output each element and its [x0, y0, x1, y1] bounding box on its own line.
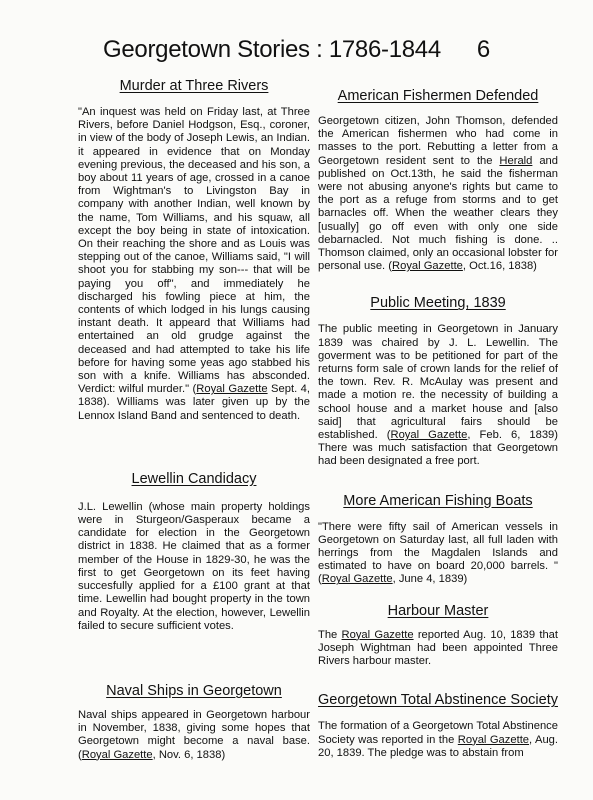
- body-text: , June 4, 1839): [392, 573, 468, 586]
- article-body: [78, 106, 310, 423]
- page-number: 6: [476, 36, 490, 63]
- article-body: [318, 323, 558, 468]
- page-title: [0, 36, 593, 64]
- article-body: J.L. Lewellin (whose main property holdings were in Sturgeon/Gasperaux became a candidate for election in the Georgetown district in 1838. He claimed that as a former member of the House in 1829-30, he was the first to get Georgetown on its feet having succesfully applied for a £100 grant at that time. Lewellin had bought property in the town and Royalty. At the election, however, Lewellin failed to secure sufficient votes.: [78, 500, 310, 632]
- article-american-fishermen: [318, 88, 558, 273]
- source-citation: Royal Gazette: [392, 260, 463, 273]
- source-citation: Royal Gazette: [341, 628, 414, 641]
- article-heading: Murder at Three Rivers: [119, 78, 269, 94]
- source-citation: Herald: [499, 154, 533, 167]
- article-body: [78, 709, 310, 762]
- body-text: reported Aug. 10, 1839 that Joseph Wightman had been appointed Three Rivers harbour master.: [318, 628, 558, 668]
- body-text: Sept. 4, 1838). Williams was later given up by the Lennox Island Band and sentenced to death.: [78, 383, 311, 422]
- source-citation: Royal Gazette: [457, 733, 530, 746]
- body-text: The public meeting in Georgetown in January 1839 was chaired by J. L. Lewellin. The goverment was to be petitioned for part of the returns form sale of crown lands for the relief of the town. Rev. R. McAulay was present and made a motion re. the necessity of building a school house and a market house and [also said] that agricultural fairs should be established. (: [318, 323, 558, 442]
- article-body: [318, 521, 558, 587]
- article-heading: Public Meeting, 1839: [370, 295, 506, 312]
- body-text: , Feb. 6, 1839) There was much satisfaction that Georgetown had been designated a free port.: [318, 429, 558, 468]
- body-text: Naval ships appeared in Georgetown harbour in November, 1838, giving some hopes that Georgetown might become a naval base. (: [78, 708, 310, 761]
- article-lewellin-candidacy: [78, 471, 310, 633]
- source-citation: Royal Gazette: [390, 429, 468, 442]
- source-citation: Royal Gazette: [81, 748, 153, 761]
- body-text: The: [318, 628, 342, 641]
- left-column: [78, 78, 310, 762]
- source-citation: Royal Gazette: [321, 573, 393, 586]
- article-heading: Georgetown Total Abstinence Society: [318, 692, 558, 709]
- body-text: Georgetown citizen, John Thomson, defended the American fishermen who had come in masses to the port. Rebutting a letter from a Georgetown resident sent to the: [318, 115, 558, 167]
- right-column: [318, 88, 558, 760]
- article-heading: More American Fishing Boats: [343, 492, 533, 509]
- article-naval-ships: [78, 683, 310, 762]
- article-body: [318, 629, 558, 669]
- article-heading: Lewellin Candidacy: [131, 470, 257, 487]
- body-text: "An inquest was held on Friday last, at Three Rivers, before Daniel Hodgson, Esq., coroner, in view of the body of Joseph Lewis, an Indian. it appeared in evidence that on Monday evening previous, the deceased and his son, a boy about 11 years of age, crossed in a canoe from Wightman's to Livingston Bay in company with another Indian, well known by the name, Tom Williams, and his squaw, all except the boy being in state of intoxication. On their reaching the shore and as Louis was stepping out of the canoe, Williams said, "I will shoot you for stabbing my son--- that will be paying you off", and immediately he discharged his fowling piece at him, the contents of which lodged in his lungs causing instant death. It appeard that Williams had entertained an old grudge against the deceased and had attempted to take his life before for having some yeas ago stabbed his son with a knife. Williams has absconded. Verdict: wilful murder." (: [78, 106, 310, 396]
- body-text: , Aug. 20, 1839. The pledge was to abstain from: [318, 733, 559, 759]
- article-harbour-master: [318, 603, 558, 669]
- article-body: [318, 115, 558, 273]
- article-more-fishing-boats: [318, 493, 558, 587]
- article-heading: Harbour Master: [387, 602, 489, 619]
- body-text: and published on Oct.13th, he said the fisherman were not abusing anyone's rights but came to the port as a refuge from storms and to get barnacles off. When the weather clears they [usually] go off even with only one side debarnacled. Not much fishing is done. .. Thomson claimed, only an occasional lobster for personal use. (: [318, 154, 558, 273]
- article-heading: American Fishermen Defended: [337, 88, 539, 104]
- body-text: , Oct.16, 1838): [462, 260, 537, 273]
- body-text: , Nov. 6, 1838): [152, 748, 226, 761]
- body-text: "There were fifty sail of American vessels in Georgetown on Saturday last, all full laden with herrings from the Magdalen Islands and estimated to have on board 20,000 barrels. " (: [318, 520, 558, 586]
- article-murder-three-rivers: [78, 78, 310, 423]
- body-text: The formation of a Georgetown Total Abstinence Society was reported in the: [318, 720, 558, 746]
- article-body: [318, 720, 558, 760]
- source-citation: Royal Gazette: [196, 383, 268, 396]
- page-title-text: Georgetown Stories : 1786-1844: [103, 36, 441, 63]
- article-total-abstinence: [318, 692, 558, 760]
- article-public-meeting: [318, 295, 558, 468]
- article-heading: Naval Ships in Georgetown: [106, 682, 282, 699]
